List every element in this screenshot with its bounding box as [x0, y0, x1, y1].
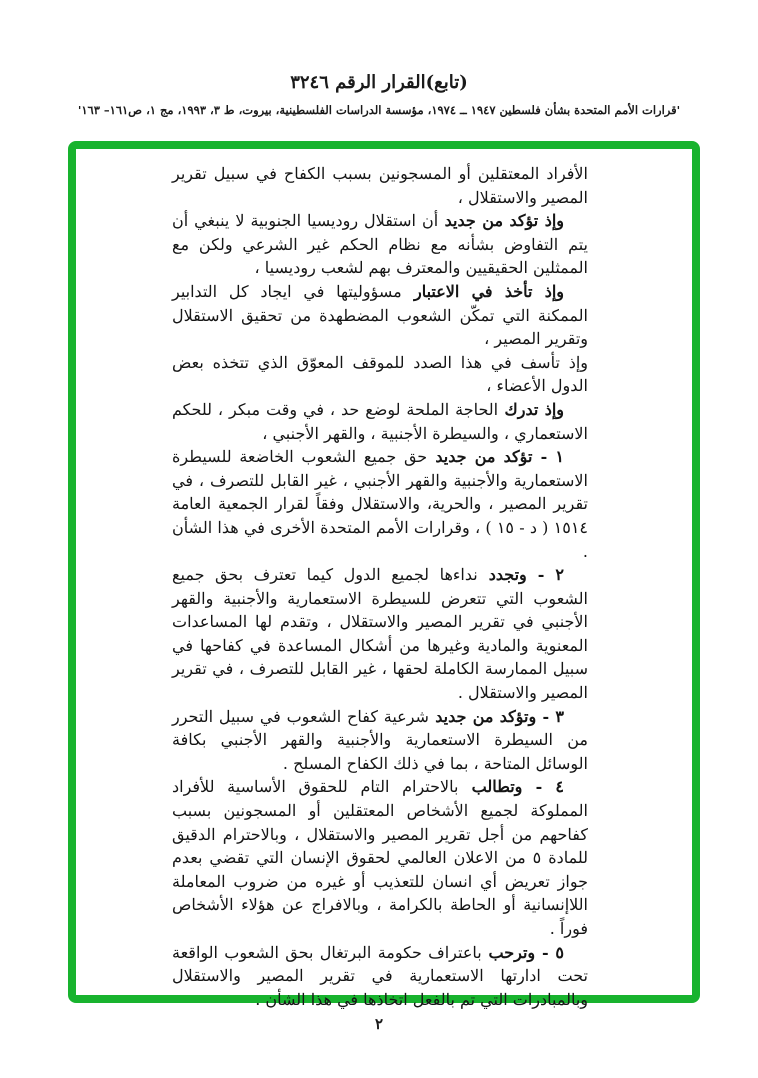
paragraph-lead: وإذ تؤكد من جديد — [438, 211, 565, 231]
paragraph — [172, 209, 588, 280]
paragraph-lead: وإذ تدرك — [498, 399, 564, 419]
paragraph-text: حق جميع الشعوب الخاضعة للسيطرة الاستعمارية والأجنبية والقهر الأجنبي ، غير القابل للتصرف ، في تقرير المصير ، والحرية، والاستقلال وفقاً لقرار الجمعية العامة ١٥١٤ ( د - ١٥ ) ، وقرارات الأمم المتحدة الأخرى في هذا الشأن . — [172, 447, 589, 561]
paragraph — [172, 775, 588, 940]
paragraph-text: نداءها لجميع الدول كيما تعترف بحق جميع الشعوب التي تتعرض للسيطرة الاستعمارية والأجنبية والقهر الأجنبي في تقرير المصير والاستقلال ، وتقدم لها المساعدات المعنوية والمادية وغيرها من أشكال المساعدة في كفاحها في سبيل الممارسة الكاملة لحقها ، غير القابل للتصرف ، في تقرير المصير والاستقلال . — [172, 565, 588, 703]
paragraph-lead: ١ - تؤكد من جديد — [427, 447, 565, 467]
paragraph-lead: ٢ - وتجدد — [477, 565, 564, 585]
page-number: ٢ — [374, 1015, 384, 1033]
source-citation: 'قرارات الأمم المتحدة بشأن فلسطين ١٩٤٧ ــ ١٩٧٤، مؤسسة الدراسات الفلسطينية، بيروت، ط ٣، ١٩٩٣، مج ١، ص١٦١– ١٦٣' — [77, 103, 681, 117]
paragraph-text: شرعية كفاح الشعوب في سبيل التحرر من السيطرة الاستعمارية والأجنبية والقهر الأجنبي بكافة الوسائل المتاحة ، بما في ذلك الكفاح المسلح . — [172, 706, 588, 773]
paragraph-text: الحاجة الملحة لوضع حد ، في وقت مبكر ، للحكم الاستعماري ، والسيطرة الأجنبية ، والقهر الأجنبي ، — [172, 399, 588, 443]
paragraph-text: باعتراف حكومة البرتغال بحق الشعوب الواقعة تحت ادارتها الاستعمارية في تقرير المصير والاستقلال وبالمبادرات التي تم بالفعل اتخاذها في هذا الشأن . — [172, 942, 588, 1009]
paragraph-text: بالاحترام التام للحقوق الأساسية للأفراد المملوكة لجميع الأشخاص المعتقلين أو المسجونين بسبب كفاحهم من أجل تقرير المصير والاستقلال ، وبالاحترام الدقيق للمادة ٥ من الاعلان العالمي لحقوق الإنسان التي تقضي بعدم جواز تعريض أي انسان للتعذيب أو غيره من ضروب المعاملة اللاإنسانية أو الحاطة بالكرامة ، وبالافراج عن هؤلاء الأشخاص فوراً . — [172, 777, 589, 938]
paragraph — [172, 563, 588, 705]
paragraph — [172, 445, 588, 563]
paragraph-lead: وإذ تأخذ في الاعتبار — [401, 281, 564, 301]
paragraph-lead: ٤ - وتطالب — [458, 777, 565, 797]
document-text — [172, 162, 588, 1011]
paragraph-text: مسؤوليتها في ايجاد كل التدابير الممكنة التي تمكّن الشعوب المضطهدة من تحقيق الاستقلال وتقرير المصير ، — [172, 281, 588, 349]
paragraph-lead: ٣ - وتؤكد من جديد — [428, 706, 564, 726]
paragraph — [172, 280, 588, 351]
paragraph — [172, 705, 588, 776]
paragraph — [172, 162, 588, 209]
page-title: (تابع)القرار الرقم ٣٢٤٦ — [290, 72, 468, 93]
paragraph-text: أن استقلال روديسيا الجنوبية لا ينبغي أن يتم التفاوض بشأنه مع نظام الحكم غير الشرعي ولكن مع الممثلين الحقيقيين والمعترف بهم لشعب روديسيا ، — [172, 211, 588, 278]
paragraph-lead: ٥ - وترحب — [481, 942, 564, 962]
paragraph-text: الأفراد المعتقلين أو المسجونين بسبب الكفاح في سبيل تقرير المصير والاستقلال ، — [172, 164, 588, 207]
paragraph — [172, 351, 588, 398]
paragraph — [172, 398, 588, 445]
paragraph — [172, 941, 588, 1012]
paragraph-text: وإذ تأسف في هذا الصدد للموقف المعوّق الذي تتخذه بعض الدول الأعضاء ، — [172, 352, 588, 396]
